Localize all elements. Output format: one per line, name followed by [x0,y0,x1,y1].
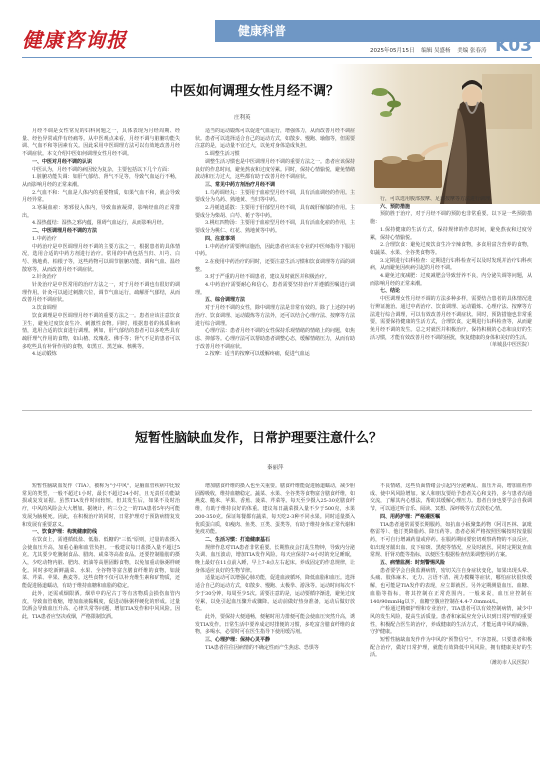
paragraph: 短暂性脑缺血发作（TIA），被称为"小中风"，是脑血管疾病中比较常见的类型，一般不超过1小时，最长不超过24小时，且无责任功能缺损或复发证据。虽然TIA发作时间较短，但其发生后，如果不及时治疗，中风的风险会大大增加。据统计，约三分之一的TIA患者5年内可能发展为脑梗死。因此，在积极治疗的同时，日常护理对于预防病情复发和发展有重要意义。 [22,483,180,528]
paragraph: 中医认为，月经不调的病因较为复杂，主要包括以下几个方面： [32,166,173,173]
header-rule [22,57,532,58]
designer-credit: 美编 张春涛 [457,48,487,54]
paragraph: 3.饮食调理 [32,305,57,312]
paragraph: 1.乌药调经丸：主要用于血瘀型月经不调，具有活血调经的作用。主要成分为乌药、熟地黄、当归等中药。 [195,189,355,204]
paragraph: 此外，还需戒烟限酒。烟草中的尼古丁等有害物质会损伤血管内皮，导致血管收缩，增加血液黏稠度，促进动脉粥样硬化的形成。过量饮酒会导致血压升高、心律失常等问题，增加TIA发作和中风风险。因此，TIA患者应坚决戒烟，严格限制饮酒。 [22,590,180,620]
paragraph: 2.在使用中药治疗的同时，还要注意生活习惯和饮食调理等方面的调整。 [195,258,355,273]
newspaper-logo: 健康咨询报 [22,28,127,52]
section-heading: 七、结论 [380,288,401,295]
paragraph: 适当的运动锻炼可以促进气血运行，增强体力，从而改善月经不调症状。患者可以选择适合自己的运动方式，如散步、慢跑、瑜伽等，但需要注意的是，运动量不宜过大，以免对身体造成负担。 [195,128,355,150]
section-heading: 五、病情监测：时刻警惕风险 [380,560,446,567]
paragraph: 预防胜于治疗，对于月经不调的预防也非常重要。以下是一些预防措施： [370,211,532,226]
paragraph: 4.避免过度减肥：过度减肥会导致营养不良，内分泌失调等问题，从而影响月经的正常来潮。 [370,273,532,287]
tcm-doctor-illustration [332,64,540,204]
paragraph: 2.按摩：适当的按摩可以缓解疼痛，促进气血运 [205,351,310,358]
paragraph: 对于月经不调的女性，除中调理方法是非常有效的。除了上述的中药治疗、饮食调理、运动锻炼等方法外，还可以结合心理疗法、按摩等方法进行综合调理。 [195,305,355,327]
section-heading: 四、用药护理：严格遵医嘱 [380,513,441,520]
paragraph: 调整生活习惯也是中医调理月经不调的重要方法之一。患者应该保持良好的作息时间，避免熬夜和过度劳累。同时，保持心情愉悦，避免情绪波动和压力过大，这些都有助于改善月经不调症状。 [195,158,355,181]
paragraph: 此外，要保持大便通畅，便秘时用力排便可能会使血压突然升高，诱发TIA发作。日常生活中要养成定时排便的习惯，多吃富含膳食纤维的食物，多喝水，必要时可在医生指导下使用缓泻剂。 [195,613,355,636]
section-heading: 二、中医调理月经不调的方法 [32,228,98,235]
paragraph: 针灸治疗是中医常用的治疗方法之一，对于月经不调也有很好的调理作用。针灸可以通过刺激穴位，调节气血运行，疏解肝气郁结，从而改善月经不调症状。 [22,282,180,304]
paragraph: 4.运动锻炼 [32,351,57,358]
paragraph: 不良情绪，这些负面情绪会引起内分泌紊乱、血压升高，增加血栓形成、使中风风险增加。家人和朋友要给予患者关心和支持，多与患者沟通交流，了解其内心想法，帮助其缓解心理压力。患者自身也要学会自我调节，可以通过听音乐、阅读、冥想、深呼吸等方式放松心情。 [370,483,532,513]
article1-title: 中医如何调理女性月经不调？ [170,84,340,99]
article2-title: 短暂性脑缺血发作，日常护理要注意什么？ [135,431,383,446]
paragraph: 3.对于严重的月经不调患者，建议及时就医并积极治疗。 [205,274,330,281]
section-heading: 一、饮食护理：构筑健康防线 [32,529,98,536]
paragraph: 中医调理女性月经不调的方法多种多样，需要结合患者的具体情况进行辨证施治。通过中药治疗、饮食调理、运动锻炼、心理疗法、按摩等方法进行综合调理，可以有效改善月经不调症状。同时，预防措施也非常重要，需要保持健康的生活方式，合理饮食，定期进行妇科检查等，从而避免月经不调的发生。总之对就医并积极治疗，保持积极的心态和良好的生活习惯，才能有效改善月经不调的困扰，恢复健康的身体和美好的生活。 [370,296,532,341]
paragraph: 5.调整生活习惯 [205,151,240,158]
issue-date: 2025年05月15日 [370,48,415,54]
section-heading: 五、综合调理方法 [205,297,246,304]
paragraph: 饮食调理是中医调理月经不调的重要方法之一。患者应该注意饮食卫生，避免过度饮食生冷、刺激性食物。同时，根据患者的体质和病情，选用合适的饮食进行调理。例如，肝气郁结的患者可以多吃些具有疏肝理气作用的食物，如山楂、玫瑰花、佛手等；肾气不足的患者可以多吃些具有补肾作用的食物，如黑豆、黑芝麻、核桃等。 [22,312,180,350]
paragraph: TIA患者通常需要长期服药，如抗血小板聚集药物（阿司匹林、氯吡格雷等）、他汀类降脂药、降压药等。患者必须严格按照医嘱按时按量服药，不可自行增减药量或停药。在服药期间要密切观察药物的不良反应，如出现牙龈出血、皮下瘀斑、黑便等情况，应及时就医。同时定期复查血常规、肝肾功能等指标，以便医生根据检查结果调整用药方案。 [370,521,532,559]
paragraph: 规律作息对TIA患者非常重要。长期熬夜会打乱生物钟，导致内分泌失调、血压波动，增加TIA发作风险。每天应保持7-8小时的充足睡眠，晚上最好在11点前入睡，早上7-8点左右起床。养成固定的作息规律，让身体适应良好的生物节律。 [195,544,355,574]
paragraph: 3.定期进行妇科检查：定期进行妇科检查可以及时发现并治疗妇科疾病，从而避免因疾病引起的月经不调。 [370,257,532,272]
section-heading: 三、心理护理：保持心灵平静 [205,637,271,644]
article2-column-2 [195,483,355,755]
article1-column-3 [370,196,532,410]
paragraph: 1.保持健康的生活方式，保持规律的作息时间，避免熬夜和过度劳累，保持心情愉悦。 [370,226,532,241]
masthead [0,0,540,62]
paragraph: 短暂性脑缺血发作作为中风的"预警信号"，不容忽视。只要患者积极配合治疗，做好日常护理，就能有效降低中风风险，拥有健康美好的生活。 [370,637,532,659]
paragraph: 4.中药治疗需要耐心和信心，患者需要坚持治疗并遵循医嘱进行调理。 [195,282,355,296]
article1-column-2 [195,128,355,410]
article-source: （潍坊市人民医院） [486,660,532,667]
section-heading: 二、生活习惯：打造健康基石 [205,536,271,543]
paragraph: 3.寒凝血瘀：寒邪侵入体内，导致血液凝滞，影响经血的正常排出。 [22,205,180,219]
article2-author: 秦丽萍 [267,465,284,471]
paragraph: 心理疗法：患者月经不调的女性保持乐观情绪的情绪上的问题，如焦虑、抑郁等。心理疗法可以帮助患者调整心态，缓解情绪压力，从而有助于改善月经不调症状。 [195,328,355,350]
editor-credit: 编辑 吴盛杨 [421,48,451,54]
section-heading: 四、注意事项 [205,235,236,242]
article2-column-3 [370,483,532,755]
page-number: K03 [495,36,532,56]
paragraph: 患者要学会自我监测病情，密切关注自身症状变化，如果出现头晕、头痛、肢体麻木、无力、言语不清、视力模糊等症状，哪怕症状很快缓解，也可能是TIA发作的表现，应立即就医。另外定期测量血压、血糖、血脂等指标，将其控制在正常范围内。一般来说，血压应控制在140/90mmHg以下，血糖空腹应控制在4.4-7.0mmol/L。 [370,567,532,605]
article-source: （单城县中医医院） [486,342,532,349]
article1-author: 庄利英 [234,115,251,121]
paragraph: 4.湿热蕴结：湿热之邪内蕴，阻碍气血运行，从而影响月经。 [32,220,167,227]
paragraph: 月经不调是女性常见的妇科问题之一，具体表现为月经周期、经量、经色异常或伴有经痛等。从中医观点来看，月经不调与脏腑功能失调、气血不和等因素有关。因此采用中医调理方法可以有效地改善月经不调症状。本文介绍中医如何调理女性月经不调。 [22,128,180,158]
section-heading: 一、中医对月经不调的认识 [32,158,93,165]
section-heading: 三、常见中药方剂治疗月经不调 [205,181,276,188]
paragraph: 产检通过精细护理和专业治疗，TIA患者可以有效控制病情，减少中风的发生风险，提高生活质量。患者和家属应充分认识到日常护理的重要性，积极配合医生的治疗，养成健康的生活方式，才能远离中风的威胁，守护健康。 [370,606,532,636]
paragraph: 在饮食上，需遵循低盐、低脂、低糖的"三低"原则，过量的盐摄入会使血压升高，加重心脑和血管负担。一般建议每日盐摄入量不超过5克。尤其要少吃腌制食品、腊肉、咸菜等高盐食品。还要控制脂肪的摄入，少吃动物内脏、肥肉、奶油等高胆固醇食物，以免加重动脉粥样硬化。同时多吃新鲜蔬菜、水果、全谷物等富含膳食纤维的食物，如菠菜、芹菜、苹果、燕麦等。这些食物不仅可以补充维生素和矿物质，还能促进肠道蠕动，有助于维持血糖和血脂的稳定。 [22,536,180,590]
paragraph: 1.中药治疗需要辨证施治，因此患者应该在专业的中医师指导下服用中药。 [195,243,355,258]
paragraph: 增加膳食纤维的摄入也至关重要。膳食纤维能促进肠道蠕动，减少胆固醇吸收，维持血糖稳定。蔬菜、水果、全谷类等食物富含膳食纤维，如燕麦、糙米、苹果、香蕉、菠菜、芹菜等。每天至少摄入25-30克膳食纤维，有助于维持良好的体重。建议每日蔬菜摄入量不少于500克，水果200-350克。保证每餐都有蔬菜，每天吃2-3种不同水果。同时适量摄入优质蛋白质，如瘦肉、鱼类、豆类、蛋类等，有助于维持身体正常代谢和免疫功能。 [195,483,355,536]
issue-info [370,46,492,54]
section-heading: 六、预防措施 [380,203,411,210]
article-divider [22,410,532,411]
paragraph: 3.桃红四物汤：主要用于血瘀型月经不调，具有活血化瘀的作用，主要成分为桃仁、红花、熟地黄等中药。 [195,220,355,235]
paragraph: 行，可以选用腹部按摩、足部按摩等方法进行调理。 [380,196,496,202]
article1-column-1 [22,128,180,410]
article2-column-1 [22,483,180,755]
paragraph: TIA患者往往因病情的不确定性而产生焦虑、恐惧等 [205,644,319,651]
paragraph: 适量运动可以增强心肺功能，促进血液循环，降低血脂和血压。选择适合自己的运动方式，如散步、慢跑、太极拳、游泳等。运动时间每次不少于30分钟，每周至少5次。需要注意的是，运动要循序渐进，避免过度劳累，以免引起血压骤升或骤降。运动前做好热身准备，运动后做好放松。 [195,575,355,613]
paragraph: 1.脏腑功能失调：如肝气郁结、肾气不足等，导致气血运行不畅，从而影响月经的正常来潮。 [22,174,180,188]
paragraph: 2.针灸治疗 [32,274,57,281]
paragraph: 1.中药治疗 [32,235,57,242]
paragraph: 2.气血不和：气血是人体内的重要物质，如果气血不和，就会导致月经异常。 [22,189,180,204]
paragraph: 2.合理饮食：避免过度饮食生冷辛辣食物，多食用富含营养的食物，如蔬菜、水果、全谷类食物等。 [370,242,532,256]
paragraph: 中药治疗是中医调理月经不调的主要方法之一，根据患者的具体情况，选用合适的中药方剂进行治疗。常用的中药包括当归、川芎、白芍、熟地黄、柏根子等，这些药物可以调节脏腑功能、调和气血、温经散寒等，从而改善月经不调症状。 [22,243,180,273]
section-title: 健康科普 [238,24,287,38]
paragraph: 2.丹栀逍遥散：主要用于肝郁型月经不调，具有疏肝解郁的作用。主要成分为柴胡、白芍、栀子等中药。 [195,205,355,219]
